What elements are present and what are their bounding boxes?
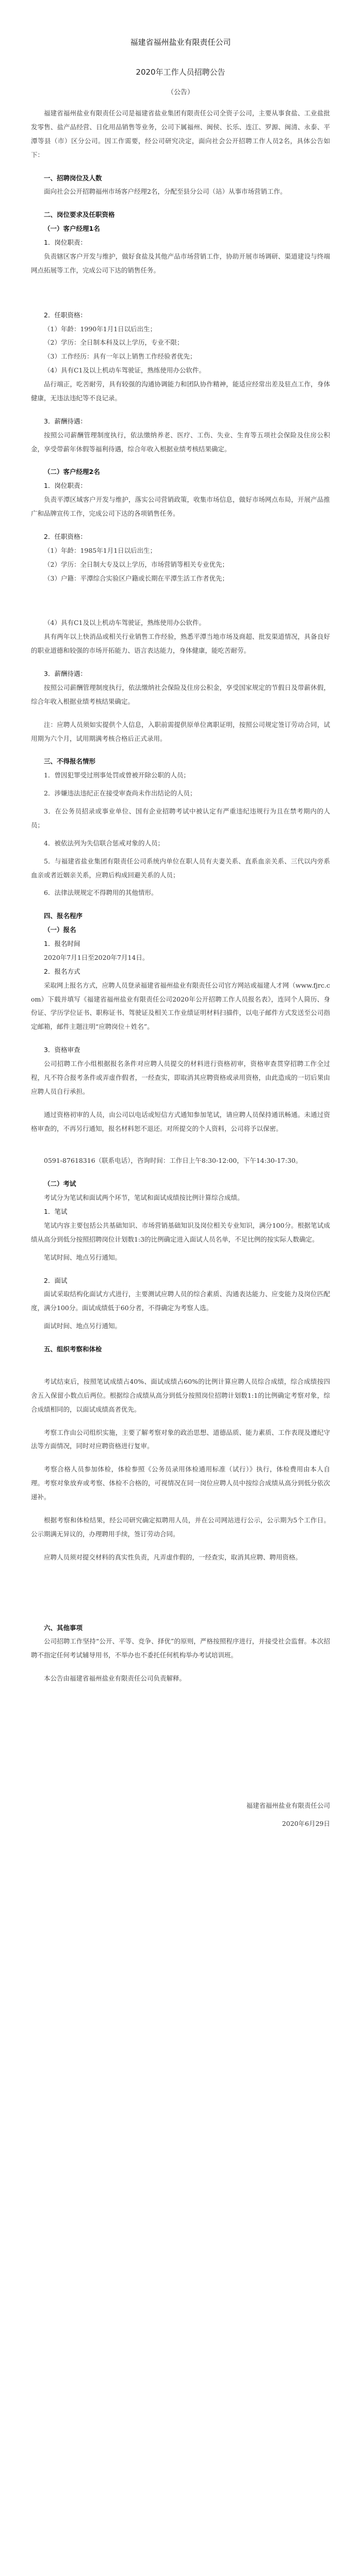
org-heading: 福建省福州盐业有限责任公司 <box>130 38 231 47</box>
note-paragraph: 注：应聘人员须如实提供个人信息，入职前需提供原单位离职证明，按照公司规定签订劳动合同，试用期为六个月，试用期满考核合格后正式录用。 <box>31 720 330 742</box>
section-paragraph: 本公告由福建省福州盐业有限责任公司负责解释。 <box>44 1674 186 1683</box>
contact-paragraph: 0591-87618316（联系电话），咨询时间：工作日上午8:30-12:00，下午14:30-17:30。 <box>44 1157 302 1165</box>
item-heading: 2．报名方式 <box>44 967 80 975</box>
section-heading: 二、岗位要求及任职资格 <box>44 211 115 219</box>
subsection-heading: （二）考试 <box>44 1180 76 1188</box>
section-paragraph: 笔试时间、地点另行通知。 <box>44 1253 122 1261</box>
section-heading: 一、招聘岗位及人数 <box>44 174 102 182</box>
list-item: 6．法律法规规定不得聘用的其他情形。 <box>44 889 158 897</box>
footer-date: 2020年6月29日 <box>282 1819 330 1827</box>
subsection-heading: （一）报名 <box>44 926 76 934</box>
section-paragraph: 负责平潭区域客户开发与维护，落实公司营销政策，收集市场信息，做好市场网点布局，开展产品推广和品牌宣传工作，完成公司下达的各项销售任务。 <box>31 496 330 517</box>
item-heading: 1．岗位职责： <box>44 482 87 490</box>
section-paragraph: 按照公司薪酬管理制度执行，依法缴纳社会保险及住房公积金，享受国家规定的节假日及带薪休假，综合年收入根据业绩考核结果确定。 <box>31 683 330 705</box>
section-paragraph: 公司招聘工作小组根据报名条件对应聘人员提交的材料进行资格初审，资格审查贯穿招聘工作全过程，凡不符合报考条件或弄虚作假者，一经查实，即取消其应聘资格或录用资格，由此造成的一切后果由应聘人员自行承担。 <box>31 1060 330 1095</box>
section-paragraph: 按照公司薪酬管理制度执行，依法缴纳养老、医疗、工伤、失业、生育等五项社会保险及住房公积金，享受带薪年休假等福利待遇，综合年收入根据业绩考核结果确定。 <box>31 431 330 453</box>
document-body <box>31 36 330 1831</box>
intro-paragraph: 福建省福州盐业有限责任公司是福建省盐业集团有限责任公司全资子公司，主要从事食盐、工业盐批发零售、盐产品经营、日化用品销售等业务，公司下属福州、闽侯、长乐、连江、罗源、闽清、永泰、平潭等县（市）区分公司。因工作需要，经公司研究决定，面向社会公开招聘工作人员2名，具体公告如下： <box>31 109 330 159</box>
list-item: （2）学历：全日制本科及以上学历，专业不限； <box>44 338 184 347</box>
list-item: 2．涉嫌违法违纪正在接受审查尚未作出结论的人员； <box>44 789 196 798</box>
section-heading: 五、组织考察和体检 <box>44 1345 102 1353</box>
list-item: （3）工作经历：具有一年以上销售工作经验者优先； <box>44 352 196 361</box>
section-paragraph: 笔试内容主要包括公共基础知识、市场营销基础知识及岗位相关专业知识，满分100分。根据笔试成绩从高分到低分按照招聘岗位计划数1:3的比例确定进入面试人员名单，不足比例的按实际人数确定。 <box>31 1221 330 1243</box>
section-paragraph: 面向社会公开招聘福州市场客户经理2名，分配至县分公司（站）从事市场营销工作。 <box>44 188 287 196</box>
item-heading: 2．任职资格： <box>44 311 87 319</box>
item-heading: 1．岗位职责： <box>44 239 87 246</box>
list-item: （4）具有C1及以上机动车驾驶证，熟练使用办公软件。 <box>44 619 205 627</box>
list-item: 5．与福建省盐业集团有限责任公司系统内单位在职人员有夫妻关系、直系血亲关系、三代以内旁系血亲或者近姻亲关系，应聘后构成回避关系的人员； <box>31 857 330 879</box>
section-paragraph: 公司招聘工作坚持“公开、平等、竞争、择优”的原则，严格按照程序进行，并接受社会监督。本次招聘不指定任何考试辅导用书，不举办也不委托任何机构举办考试培训班。 <box>31 1637 330 1659</box>
section-paragraph: 根据考察和体检结果，经公司研究确定拟聘用人员，并在公司网站进行公示，公示期为5个工作日。公示期满无异议的，办理聘用手续，签订劳动合同。 <box>31 1516 330 1538</box>
section-paragraph: 品行端正，吃苦耐劳，具有较强的沟通协调能力和团队协作精神，能适应经常出差及驻点工作，身体健康，无违法违纪等不良记录。 <box>31 380 330 402</box>
list-item: （3）户籍：平潭综合实验区户籍或长期在平潭生活工作者优先； <box>44 574 228 582</box>
section-paragraph: 通过资格初审的人员，由公司以电话或短信方式通知参加笔试，请应聘人员保持通讯畅通。未通过资格审查的，不再另行通知，报名材料恕不退还。对所提交的个人资料，公司将予以保密。 <box>31 1110 330 1132</box>
list-item: （2）学历：全日制大专及以上学历，市场营销等相关专业优先； <box>44 560 228 568</box>
section-paragraph: 考试分为笔试和面试两个环节，笔试和面试成绩按比例计算综合成绩。 <box>44 1194 244 1202</box>
item-heading: 2．任职资格： <box>44 532 87 540</box>
list-item: 3．在公务员招录或事业单位、国有企业招聘考试中被认定有严重违纪违规行为且在禁考期内的人员； <box>31 807 330 829</box>
item-heading: 3．薪酬待遇： <box>44 670 87 677</box>
list-item: （4）具有C1及以上机动车驾驶证，熟练使用办公软件。 <box>44 366 205 375</box>
section-paragraph: 具有两年以上快消品或相关行业销售工作经验，熟悉平潭当地市场及商超、批发渠道情况，具备良好的职业道德和较强的市场开拓能力、语言表达能力，身体健康，能吃苦耐劳。 <box>31 633 330 655</box>
section-heading: 三、不得报名情形 <box>44 757 96 766</box>
section-paragraph: 面试时间、地点另行通知。 <box>44 1322 122 1330</box>
list-item: （1）年龄：1985年1月1日以后出生； <box>44 546 157 554</box>
item-heading: 3．薪酬待遇： <box>44 417 87 425</box>
page-title: 2020年工作人员招聘公告 <box>136 67 225 77</box>
item-heading: 3．资格审查 <box>44 1046 80 1054</box>
item-heading: 2．面试 <box>44 1276 68 1284</box>
list-item: 4．被依法列为失信联合惩戒对象的人员； <box>44 839 164 847</box>
section-heading: 四、报名程序 <box>44 912 83 920</box>
section-heading: 六、其他事项 <box>44 1623 83 1632</box>
section-paragraph: 考察合格人员参加体检，体检参照《公务员录用体检通用标准（试行）》执行，体检费用由本人自理。考察对象放弃或考察、体检不合格的，可视情况在同一岗位应聘人员中按综合成绩从高分到低分依次递补。 <box>31 1465 330 1501</box>
list-item: 1．曾因犯罪受过刑事处罚或曾被开除公职的人员； <box>44 771 190 779</box>
subsection-heading: （一）客户经理1名 <box>44 225 100 233</box>
list-item: （1）年龄：1990年1月1日以后出生； <box>44 325 157 333</box>
item-heading: 1．笔试 <box>44 1208 68 1215</box>
notice-label: （公告） <box>167 89 194 96</box>
section-paragraph: 应聘人员须对提交材料的真实性负责，凡弄虚作假的，一经查实，取消其应聘、聘用资格。 <box>44 1553 302 1561</box>
section-paragraph: 采取网上报名方式，应聘人员登录福建省福州盐业有限责任公司官方网站或福建人才网（www.fjrc.com）下载并填写《福建省福州盐业有限责任公司2020年公开招聘工作人员报名表》，连同个人简历、身份证、学历学位证书、职称证书、驾驶证及相关工作业绩证明材料扫描件，以电子邮件方式发送至公司指定邮箱，邮件主题注明“应聘岗位＋姓名”。 <box>31 981 330 1031</box>
footer-org: 福建省福州盐业有限责任公司 <box>246 1802 330 1809</box>
subsection-heading: （二）客户经理2名 <box>44 468 100 476</box>
section-paragraph: 2020年7月1日至2020年7月14日。 <box>44 953 149 961</box>
section-paragraph: 面试采取结构化面试方式进行，主要测试应聘人员的综合素质、沟通表达能力、应变能力及岗位匹配度，满分100分。面试成绩低于60分者，不得确定为考察人选。 <box>31 1290 330 1312</box>
section-paragraph: 考试结束后，按照笔试成绩占40%、面试成绩占60%的比例计算应聘人员综合成绩，综合成绩按四舍五入保留小数点后两位。根据综合成绩从高分到低分按照岗位招聘计划数1:1的比例确定考察对象，综合成绩相同的，以面试成绩高者优先。 <box>31 1377 330 1413</box>
item-heading: 1．报名时间 <box>44 940 80 947</box>
section-paragraph: 考察工作由公司组织实施，主要了解考察对象的政治思想、道德品质、能力素质、工作表现及遵纪守法等方面情况，同时对应聘资格进行复审。 <box>31 1428 330 1450</box>
section-paragraph: 负责辖区客户开发与维护，做好食盐及其他产品市场营销工作，协助开展市场调研、渠道建设与终端网点拓展等工作，完成公司下达的销售任务。 <box>31 252 330 274</box>
